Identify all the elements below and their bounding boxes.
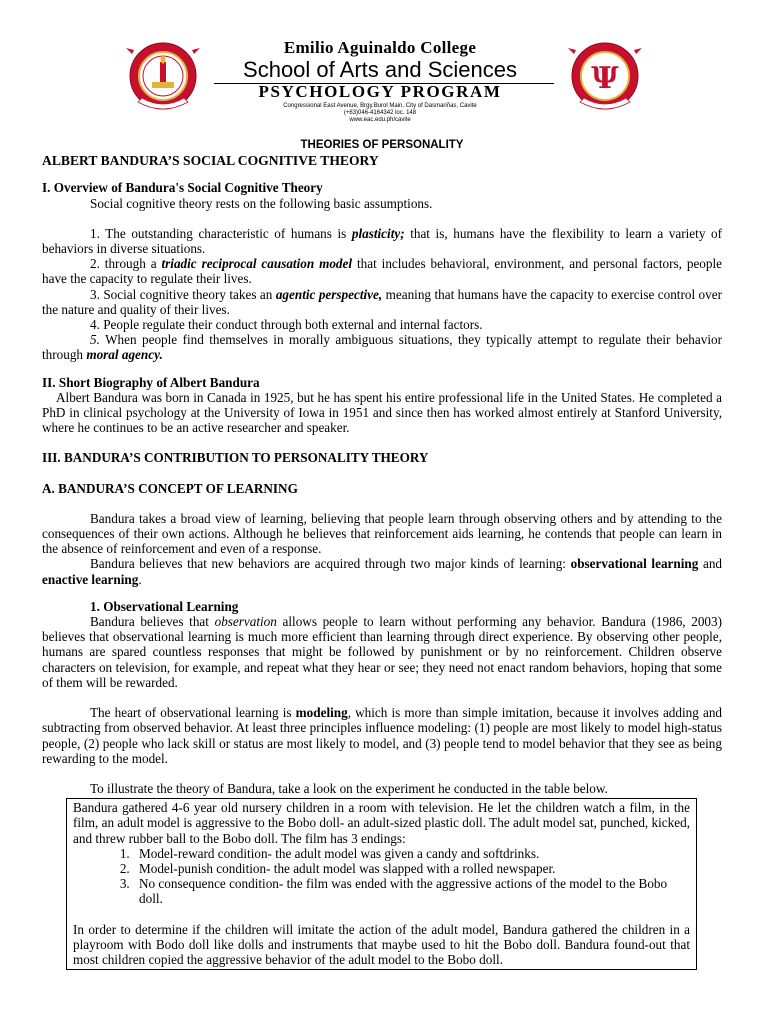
observational-learning-heading: 1. Observational Learning — [90, 598, 239, 614]
section-3-heading: III. BANDURA’S CONTRIBUTION TO PERSONALITY THEORY — [42, 450, 429, 466]
condition-item: 2. Model-punish condition- the adult model was slapped with a rolled newspaper. — [133, 861, 690, 876]
assumption-5: 5. When people find themselves in morally ambiguous situations, they typically attempt to regulate their behavior through moral agency. — [42, 332, 722, 363]
condition-item: 3. No consequence condition- the film was ended with the aggressive actions of the model to the Bobo doll. — [133, 876, 690, 906]
svg-text:Ψ: Ψ — [591, 61, 619, 96]
document-body — [42, 138, 722, 970]
illustration-sentence: To illustrate the theory of Bandura, take a look on the experiment he conducted in the table below. — [90, 780, 608, 796]
page-title: THEORIES OF PERSONALITY — [300, 139, 464, 151]
college-phone: (+63)046-4164342 loc. 148 — [343, 110, 417, 116]
college-address: Congressional East Avenue, Brgy.Burol Main, City of Dasmariñas, Cavite — [283, 103, 477, 109]
assumption-4: 4. People regulate their conduct through both external and internal factors. — [90, 317, 483, 333]
assumption-3: 3. Social cognitive theory takes an agentic perspective, meaning that humans have the capacity to exercise control over the nature and quality of their lives. — [42, 286, 722, 317]
assumption-1: 1. The outstanding characteristic of humans is plasticity; that is, humans have the flexibility to learn a variety of behaviors in diverse situations. — [42, 225, 722, 257]
learning-paragraph: Bandura takes a broad view of learning, believing that people learn through observing others and by attending to the consequences of their own actions. Although he believes that reinforcement aids learning, he contends that people can learn in the absence of reinforcement and even of a response. — [42, 510, 722, 557]
college-name: Emilio Aguinaldo College — [283, 38, 477, 57]
experiment-conditions-list — [73, 846, 690, 907]
experiment-box — [66, 798, 697, 970]
assumption-2: 2. through a triadic reciprocal causation model that includes behavioral, environment, and personal factors, people have the capacity to regulate their lives. — [42, 256, 722, 287]
program-name: PSYCHOLOGY PROGRAM — [258, 82, 502, 101]
observational-learning-paragraph: Bandura believes that observation allows people to learn without performing any behavior. Bandura (1986, 2003) believes that observational learning is much more efficient than learning through direct experience. By observing other people, humans are spared countless responses that might be followed by punishment or by no reinforcement. Children observe characters on television, for example, and repeat what they hear or see; they need not enact random behaviors, hoping that some of them will be rewarded. — [42, 614, 722, 690]
experiment-conclusion: In order to determine if the children will imitate the action of the adult model, Bandura gathered the children in a playroom with Bodo doll like dolls and instruments that maybe used to hit the Bobo doll. Bandura found-out that most children copied the aggressive behavior of the adult model to the Bobo doll. — [73, 921, 690, 967]
college-seal-logo — [124, 40, 202, 112]
experiment-intro: Bandura gathered 4-6 year old nursery children in a room with television. He let the children watch a film, in the film, an adult model is aggressive to the Bobo doll- an adult-sized plastic doll. The adult model sat, punched, kicked, and threw rubber ball to the Bobo doll. The film has 3 endings: — [73, 800, 690, 846]
section-2-heading: II. Short Biography of Albert Bandura — [42, 374, 260, 390]
section-1-intro: Social cognitive theory rests on the following basic assumptions. — [90, 195, 433, 211]
modeling-paragraph: The heart of observational learning is modeling, which is more than simple imitation, because it involves adding and subtracting from observed behavior. At least three principles influence modeling: (1) people are most likely to model high-status people, (2) people who lack skill or status are most likely to model, and (3) people tend to model behavior that they see as being rewarding to the model. — [42, 705, 723, 766]
subsection-a-heading: A. BANDURA’S CONCEPT OF LEARNING — [42, 480, 298, 496]
biography-paragraph: Albert Bandura was born in Canada in 1925, but he has spent his entire professional life in the United States. He completed a PhD in clinical psychology at the University of Iowa in 1951 and since then has worked almost entirely at Stanford University, where he continues to be an active researcher and speaker. — [42, 389, 722, 436]
learning-kinds-paragraph: Bandura believes that new behaviors are acquired through two major kinds of learning: observational learning and enactive learning. — [42, 556, 723, 587]
school-name: School of Arts and Sciences — [243, 57, 517, 82]
college-website: www.eac.edu.ph/cavite — [349, 117, 411, 123]
psychology-seal-logo — [566, 40, 644, 112]
section-1-heading: I. Overview of Bandura's Social Cognitive Theory — [42, 180, 323, 196]
condition-item: 1. Model-reward condition- the adult model was given a candy and softdrinks. — [133, 846, 690, 861]
main-title: ALBERT BANDURA’S SOCIAL COGNITIVE THEORY — [42, 153, 379, 169]
